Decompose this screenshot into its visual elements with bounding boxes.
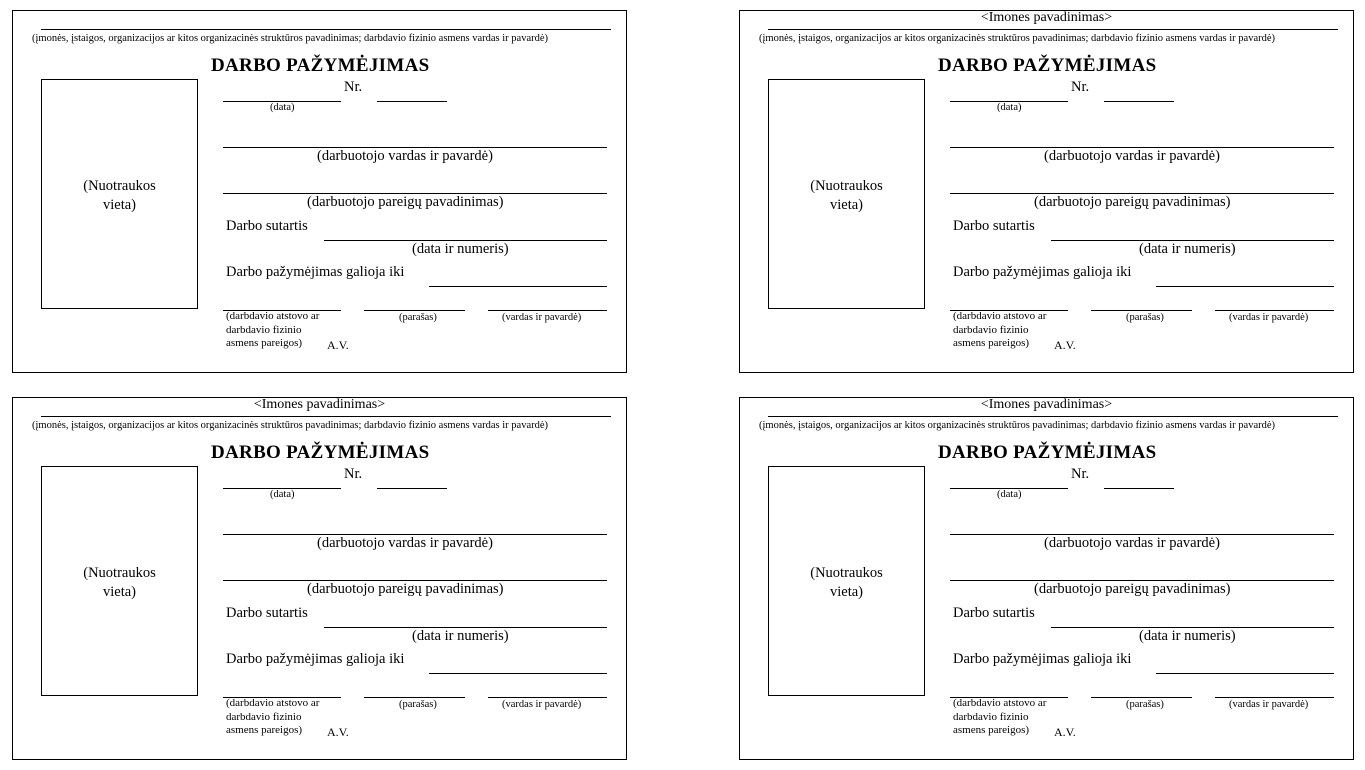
- number-field[interactable]: [1104, 488, 1174, 489]
- company-name-line: [41, 416, 611, 417]
- stamp-label: A.V.: [1054, 725, 1076, 739]
- document-title: DARBO PAŽYMĖJIMAS: [211, 55, 430, 76]
- representative-position-caption: (darbdavio atstovo ar darbdavio fizinio asmens pareigos): [953, 697, 1047, 736]
- number-label: Nr.: [1071, 79, 1090, 95]
- number-field[interactable]: [377, 101, 447, 102]
- signer-name-field[interactable]: [488, 697, 607, 698]
- id-card-template-3: [12, 397, 627, 760]
- stamp-label: A.V.: [1054, 338, 1076, 352]
- number-label: Nr.: [1071, 466, 1090, 482]
- position-caption: (darbuotojo pareigų pavadinimas): [307, 581, 504, 597]
- contract-caption: (data ir numeris): [1139, 241, 1236, 257]
- document-title: DARBO PAŽYMĖJIMAS: [211, 442, 430, 463]
- signer-name-caption: (vardas ir pavardė): [502, 312, 582, 323]
- company-name-line: [768, 416, 1338, 417]
- number-label: Nr.: [344, 466, 363, 482]
- employee-name-caption: (darbuotojo vardas ir pavardė): [1044, 535, 1220, 551]
- position-caption: (darbuotojo pareigų pavadinimas): [307, 194, 504, 210]
- company-name-line: [768, 29, 1338, 30]
- valid-until-label: Darbo pažymėjimas galioja iki: [226, 651, 405, 667]
- date-caption: (data): [997, 102, 1022, 113]
- number-field[interactable]: [377, 488, 447, 489]
- date-caption: (data): [270, 102, 295, 113]
- number-label: Nr.: [344, 79, 363, 95]
- photo-placeholder: [41, 466, 198, 696]
- contract-label: Darbo sutartis: [226, 218, 308, 234]
- photo-placeholder: [768, 79, 925, 309]
- number-field[interactable]: [1104, 101, 1174, 102]
- signature-field[interactable]: [1091, 310, 1192, 311]
- signer-name-field[interactable]: [1215, 310, 1334, 311]
- photo-placeholder-label: (Nuotraukos vieta): [810, 178, 883, 213]
- id-card-template-4: [739, 397, 1354, 760]
- stamp-label: A.V.: [327, 338, 349, 352]
- photo-placeholder: [768, 466, 925, 696]
- valid-until-field[interactable]: [429, 673, 607, 674]
- signer-name-field[interactable]: [1215, 697, 1334, 698]
- contract-label: Darbo sutartis: [953, 605, 1035, 621]
- employee-name-caption: (darbuotojo vardas ir pavardė): [317, 148, 493, 164]
- contract-label: Darbo sutartis: [953, 218, 1035, 234]
- company-name: <Imones pavadinimas>: [980, 10, 1113, 25]
- signature-field[interactable]: [364, 697, 465, 698]
- id-card-template-2: [739, 10, 1354, 373]
- contract-label: Darbo sutartis: [226, 605, 308, 621]
- photo-placeholder: [41, 79, 198, 309]
- organization-caption: (įmonės, įstaigos, organizacijos ar kitos organizacinės struktūros pavadinimas; darbdavio fizinio asmens vardas ir pavardė): [32, 33, 549, 44]
- valid-until-field[interactable]: [429, 286, 607, 287]
- signer-name-caption: (vardas ir pavardė): [1229, 312, 1309, 323]
- position-caption: (darbuotojo pareigų pavadinimas): [1034, 581, 1231, 597]
- representative-position-caption: (darbdavio atstovo ar darbdavio fizinio asmens pareigos): [953, 310, 1047, 349]
- signature-caption: (parašas): [1126, 699, 1164, 710]
- contract-caption: (data ir numeris): [1139, 628, 1236, 644]
- document-title: DARBO PAŽYMĖJIMAS: [938, 442, 1157, 463]
- employee-name-caption: (darbuotojo vardas ir pavardė): [1044, 148, 1220, 164]
- employee-name-caption: (darbuotojo vardas ir pavardė): [317, 535, 493, 551]
- date-caption: (data): [270, 489, 295, 500]
- signature-field[interactable]: [1091, 697, 1192, 698]
- organization-caption: (įmonės, įstaigos, organizacijos ar kitos organizacinės struktūros pavadinimas; darbdavio fizinio asmens vardas ir pavardė): [32, 420, 549, 431]
- id-card-template-1: [12, 10, 627, 373]
- contract-caption: (data ir numeris): [412, 241, 509, 257]
- position-caption: (darbuotojo pareigų pavadinimas): [1034, 194, 1231, 210]
- signer-name-caption: (vardas ir pavardė): [1229, 699, 1309, 710]
- contract-caption: (data ir numeris): [412, 628, 509, 644]
- photo-placeholder-label: (Nuotraukos vieta): [810, 565, 883, 600]
- valid-until-label: Darbo pažymėjimas galioja iki: [953, 264, 1132, 280]
- signer-name-caption: (vardas ir pavardė): [502, 699, 582, 710]
- stamp-label: A.V.: [327, 725, 349, 739]
- valid-until-field[interactable]: [1156, 673, 1334, 674]
- photo-placeholder-label: (Nuotraukos vieta): [83, 565, 156, 600]
- signer-name-field[interactable]: [488, 310, 607, 311]
- company-name-line: [41, 29, 611, 30]
- valid-until-label: Darbo pažymėjimas galioja iki: [226, 264, 405, 280]
- valid-until-label: Darbo pažymėjimas galioja iki: [953, 651, 1132, 667]
- representative-position-caption: (darbdavio atstovo ar darbdavio fizinio asmens pareigos): [226, 697, 320, 736]
- organization-caption: (įmonės, įstaigos, organizacijos ar kitos organizacinės struktūros pavadinimas; darbdavio fizinio asmens vardas ir pavardė): [759, 33, 1276, 44]
- signature-caption: (parašas): [1126, 312, 1164, 323]
- photo-placeholder-label: (Nuotraukos vieta): [83, 178, 156, 213]
- signature-caption: (parašas): [399, 312, 437, 323]
- signature-field[interactable]: [364, 310, 465, 311]
- document-title: DARBO PAŽYMĖJIMAS: [938, 55, 1157, 76]
- company-name: <Imones pavadinimas>: [253, 397, 386, 412]
- representative-position-caption: (darbdavio atstovo ar darbdavio fizinio asmens pareigos): [226, 310, 320, 349]
- valid-until-field[interactable]: [1156, 286, 1334, 287]
- company-name: <Imones pavadinimas>: [980, 397, 1113, 412]
- date-caption: (data): [997, 489, 1022, 500]
- signature-caption: (parašas): [399, 699, 437, 710]
- organization-caption: (įmonės, įstaigos, organizacijos ar kitos organizacinės struktūros pavadinimas; darbdavio fizinio asmens vardas ir pavardė): [759, 420, 1276, 431]
